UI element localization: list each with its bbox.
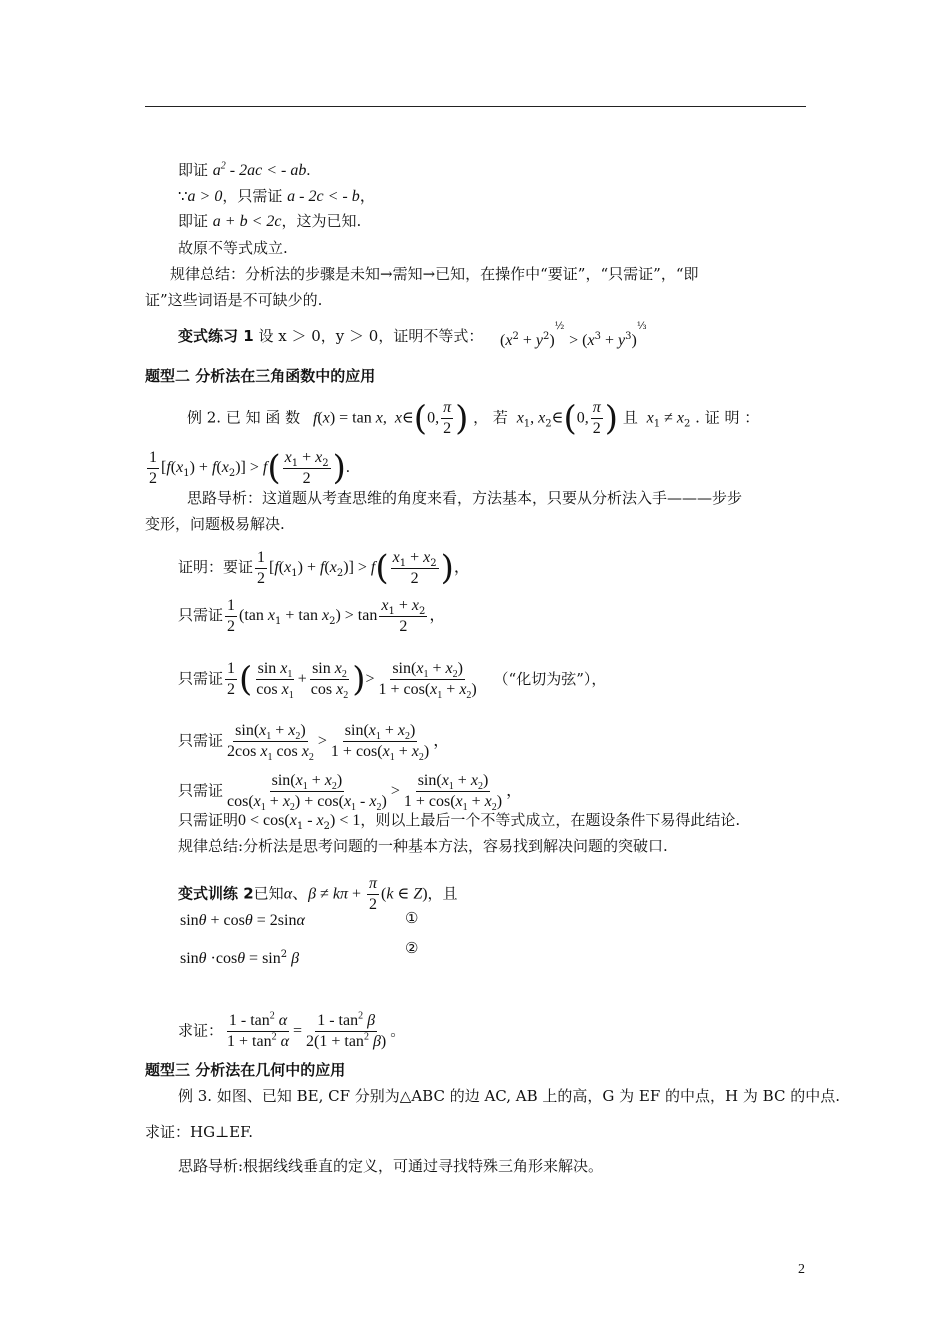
page-number: 2 [798, 1262, 805, 1277]
guide-3: 思路导析:根据线线垂直的定义，可通过寻找特殊三角形来解决。 [178, 1157, 604, 1175]
section-heading-3: 题型三 分析法在几何中的应用 [145, 1061, 346, 1079]
summary-2: 规律总结:分析法是思考问题的一种基本方法，容易找到解决问题的突破口. [178, 837, 668, 855]
condition-1: sinθ + cosθ = 2sinα [180, 912, 305, 929]
text: 。 [390, 1021, 406, 1040]
variant-exercise-1 [178, 326, 483, 346]
text: 只需证 [178, 781, 224, 800]
line-2: ∵a > 0，只需证 a - 2c < - b， [178, 187, 376, 205]
inequality-formula: $(x^2 + y^2)^{\frac{1}{2}} > (x^3 + y^3)^{\frac{1}{3}}$ [500, 321, 647, 349]
text: ， 若 [473, 408, 508, 427]
line-3 [178, 211, 361, 232]
text: 即证 [178, 212, 209, 230]
variant-exercise-2: 变式训练 2已知α、β ≠ kπ + $\frac{\pi}{2}$ (k ∈ Z)，且 [178, 875, 458, 913]
example-3-prove: 求证：HG⊥EF. [145, 1123, 253, 1141]
text: 求证： [178, 1021, 224, 1040]
conclusion: 故原不等式成立. [178, 239, 288, 257]
header-rule [145, 106, 806, 107]
text: 只需证 [178, 606, 224, 624]
text: 即证 [178, 161, 209, 179]
example-3: 例 3. 如图、已知 BE, CF 分别为△ABC 的边 AC, AB 上的高，G 为 EF 的中点，H 为 BC 的中点. [178, 1087, 840, 1105]
text: ，则以上最后一个不等式成立，在题设条件下易得此结论. [360, 811, 741, 829]
text: 设 x ＞ 0，y ＞ 0，证明不等式： [258, 327, 484, 345]
because-symbol: ∵ [178, 187, 188, 205]
proof-step-1: 证明：要证 $\frac{1}{2}$ $[f(x_1) + f(x_2)] > f$( $\frac{x_1 + x_2}{2}$ )， [178, 548, 470, 588]
section-heading-2: 题型二 分析法在三角函数中的应用 [145, 367, 376, 385]
formula: a + b < 2c [212, 213, 282, 230]
exercise-title: 变式训练 2 [178, 884, 254, 903]
text: 只需证明 [178, 811, 239, 829]
guide-2-cont: 变形，问题极易解决. [145, 515, 285, 533]
line-1: 即证 $a^2 - 2ac$ < - ab. [178, 160, 311, 179]
text: ，只需证 [222, 187, 283, 205]
formula: a - 2c < - b [287, 188, 360, 205]
text: 例 2. 已 知 函 数 [187, 408, 301, 427]
summary-1: 规律总结：分析法的步骤是未知→需知→已知，在操作中“要证”，“只需证”，“即 [170, 265, 699, 283]
text: 且 [622, 408, 638, 427]
text: ，且 [427, 884, 458, 903]
text: （“化切为弦”）， [493, 669, 607, 688]
example-2-formula: $\frac{1}{2}$ $[f(x_1) + f(x_2)] > f$( $\frac{x_1 + x_2}{2}$ ). [149, 448, 350, 488]
proof-step-5: 只需证 $\frac{\sin(x_1 + x_2)}{\cos(x_1 + x_2) + \cos(x_1 - x_2)}$ > $\frac{\sin(x_1 + x_2)}{1 + \cos(x_1 + x_2)}$ ， [178, 772, 523, 814]
to-prove: 求证： $\frac{1 - \tan^2 \alpha}{1 + \tan^2 \alpha}$ = $\frac{1 - \tan^2 \beta}{2(1 + \tan^2 \beta)}$ 。 [178, 1010, 406, 1050]
circled-one: ① [405, 909, 419, 927]
proof-step-4: 只需证 $\frac{\sin(x_1 + x_2)}{2\cos x_1 \cos x_2}$ > $\frac{\sin(x_1 + x_2)}{1 + \cos(x_1 + x_2)}$ ， [178, 722, 450, 764]
text: ，这为已知. [281, 212, 362, 230]
text: 证明：要证 [178, 558, 254, 576]
example-2: 例 2. 已 知 函 数 f(x) = tan x, x∈(0, $\frac{\pi}{2}$ ) ， 若 $x_1$, $x_2\in(0$, $\frac{\pi}{2}$ ) 且 $x_1 \ne x_2$ . 证 明 ： [187, 398, 760, 439]
guide-2: 思路导析：这道题从考查思维的角度来看，方法基本，只要从分析法入手———步步 [187, 489, 743, 507]
text: 只需证 [178, 731, 224, 750]
text: 已知 [253, 884, 284, 903]
condition-2: $\sin\theta \cdot\cos\theta = \sin^2 \beta$ [180, 949, 300, 967]
text: . 证 明 ： [695, 408, 760, 427]
proof-step-6: 只需证明$0 < \cos(x_1 - x_2) < 1$，则以上最后一个不等式成立，在题设条件下易得此结论. [178, 811, 741, 832]
formula: $a^2 - 2ac$ < - ab [212, 160, 307, 179]
circled-two: ② [405, 939, 419, 957]
summary-1-cont: 证”这些词语是不可缺少的. [145, 291, 323, 309]
text: 只需证 [178, 669, 224, 688]
proof-step-3: 只需证 $\frac{1}{2}$ ( $\frac{\sin x_1}{\cos x_1}$ + $\frac{\sin x_2}{\cos x_2}$ )> $\frac{\sin(x_1 + x_2)}{1 + \cos(x_1 + x_2)}$ （“化切为弦”）， [178, 659, 607, 702]
proof-step-2: 只需证 $\frac{1}{2}$ (tan $x_1 + \tan x_2) > \tan$ $\frac{x_1 + x_2}{2}$ ， [178, 596, 446, 635]
exercise-title: 变式练习 1 [178, 327, 254, 345]
